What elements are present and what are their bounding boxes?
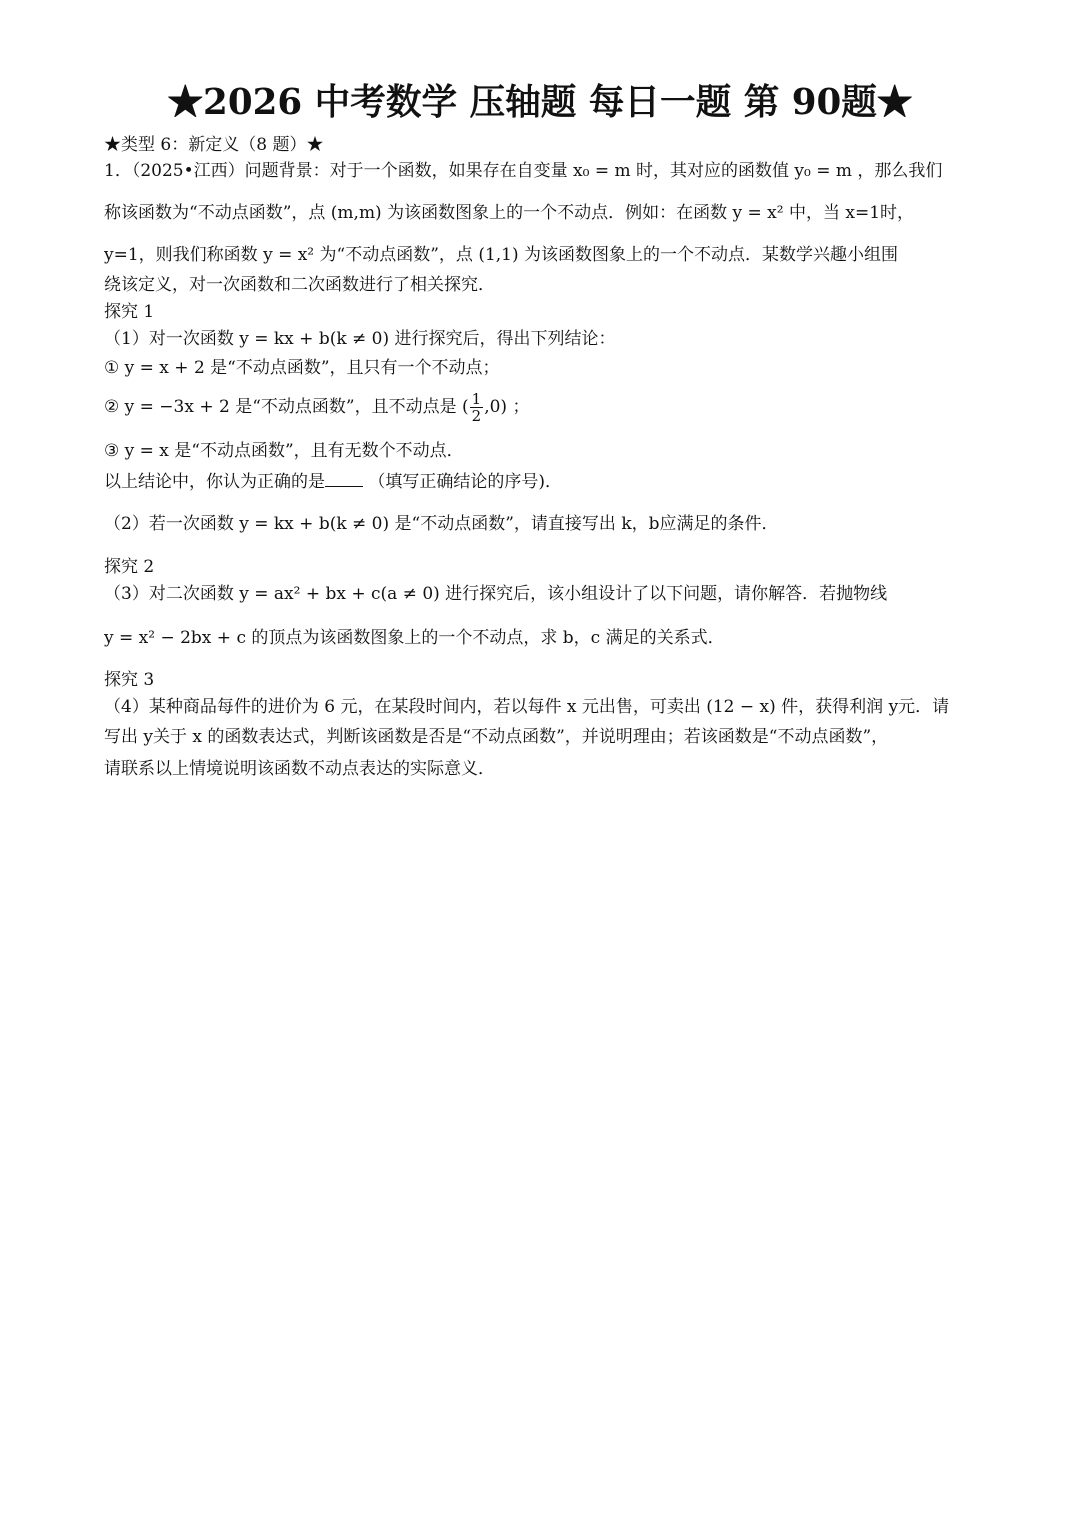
question-2: （2）若一次函数 y = kx + b(k ≠ 0) 是“不动点函数”，请直接写出 k，b应满足的条件． (104, 514, 779, 534)
answer-prompt-tail: （填写正确结论的序号)． (363, 472, 563, 492)
problem-line-4: 绕该定义，对一次函数和二次函数进行了相关探究． (104, 275, 495, 295)
problem-line-1: 1．（2025•江西）问题背景：对于一个函数，如果存在自变量 x₀ = m 时，其对应的函数值 y₀ = m ，那么我们 (104, 161, 943, 181)
explore-2-heading: 探究 2 (104, 557, 155, 577)
conclusion-item-2-text: ② y = −3x + 2 是“不动点函数”，且不动点是 ( (104, 397, 469, 417)
conclusion-item-3: ③ y = x 是“不动点函数”，且有无数个不动点． (104, 441, 464, 461)
question-4-line-1: （4）某种商品每件的进价为 6 元，在某段时间内，若以每件 x 元出售，可卖出 (12 − x) 件，获得利润 y元．请 (104, 697, 950, 717)
conclusion-item-1: ① y = x + 2 是“不动点函数”，且只有一个不动点； (104, 358, 500, 378)
explore-3-heading: 探究 3 (104, 670, 155, 690)
conclusion-item-2 (104, 391, 529, 424)
question-1: （1）对一次函数 y = kx + b(k ≠ 0) 进行探究后，得出下列结论： (104, 329, 616, 349)
question-3-line-1: （3）对二次函数 y = ax² + bx + c(a ≠ 0) 进行探究后，该小组设计了以下问题，请你解答．若抛物线 (104, 584, 888, 604)
question-4-line-2: 写出 y关于 x 的函数表达式，判断该函数是否是“不动点函数”，并说明理由；若该函数是“不动点函数”， (104, 727, 889, 747)
page-title: ★2026 中考数学 压轴题 每日一题 第 90题★ (167, 82, 913, 123)
fraction-one-half (470, 391, 484, 424)
problem-line-2: 称该函数为“不动点函数”，点 (m,m) 为该函数图象上的一个不动点．例如：在函数 y = x² 中，当 x=1时， (104, 203, 915, 223)
category-heading: ★类型 6：新定义（8 题）★ (104, 135, 324, 155)
conclusion-item-2-tail: ,0) ； (484, 397, 530, 417)
question-4-line-3: 请联系以上情境说明该函数不动点表达的实际意义． (104, 759, 495, 779)
problem-line-3: y=1，则我们称函数 y = x² 为“不动点函数”，点 (1,1) 为该函数图象上的一个不动点．某数学兴趣小组围 (104, 245, 899, 265)
answer-blank[interactable] (325, 470, 363, 487)
answer-prompt (104, 469, 562, 495)
fraction-numerator: 1 (471, 390, 482, 408)
question-3-line-2: y = x² − 2bx + c 的顶点为该函数图象上的一个不动点，求 b，c 满足的关系式． (104, 628, 725, 648)
fraction-denominator: 2 (471, 407, 482, 425)
explore-1-heading: 探究 1 (104, 302, 155, 322)
answer-prompt-text: 以上结论中，你认为正确的是 (104, 472, 325, 492)
